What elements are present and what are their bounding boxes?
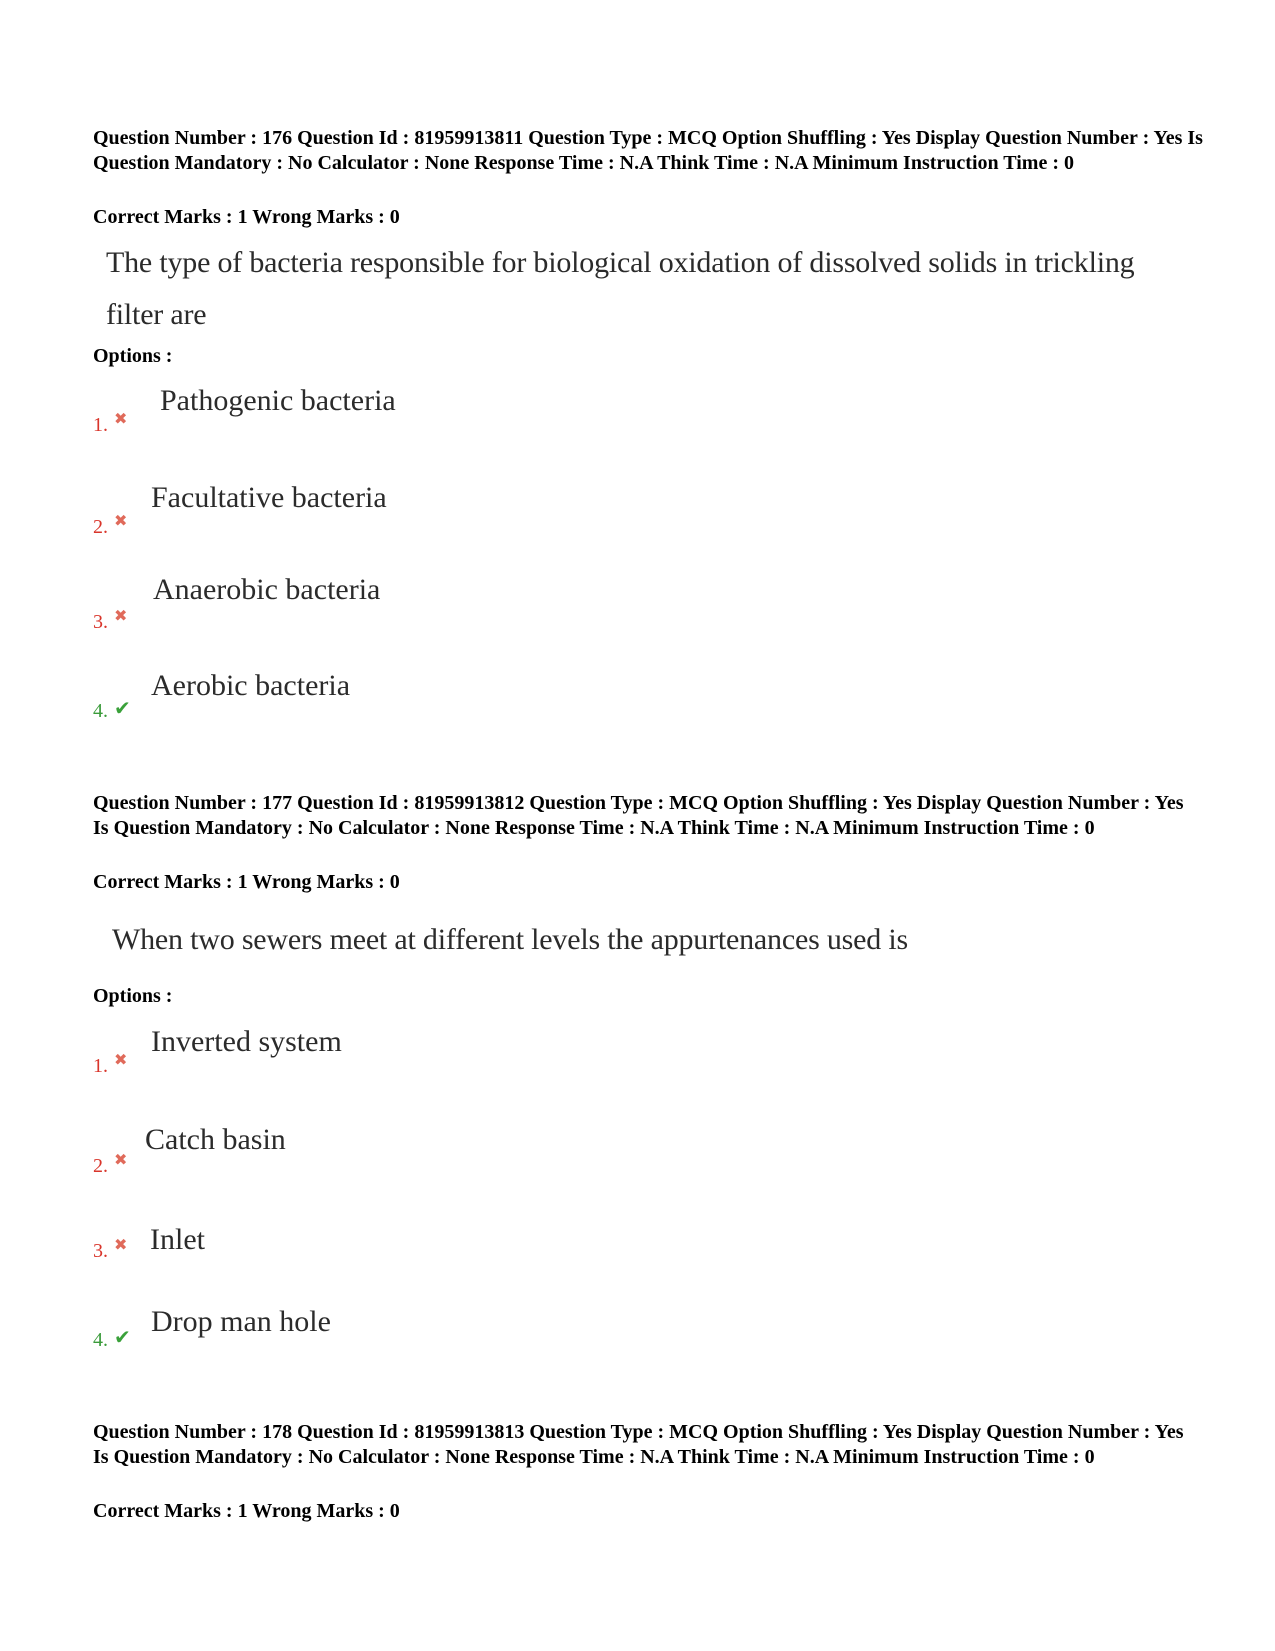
question-176-marks: Correct Marks : 1 Wrong Marks : 0 (93, 206, 400, 228)
q177-option-3-number: 3. (93, 1240, 108, 1262)
question-176-text-line2: filter are (106, 298, 207, 331)
q176-option-3-text: Anaerobic bacteria (153, 573, 381, 606)
q176-option-2 (93, 513, 128, 538)
question-176-meta: Question Number : 176 Question Id : 81959913811 Question Type : MCQ Option Shuffling : Yes Display Question Number : Yes Is Question Mandatory : No Calculator : None Response Time : N.A Think Time : N.A Minimum Instruction Time : 0 (93, 127, 1203, 174)
question-177-options-label: Options : (93, 985, 173, 1007)
q177-option-2-text: Catch basin (145, 1123, 286, 1156)
q176-option-4-number: 4. (93, 700, 108, 722)
check-icon: ✔ (114, 698, 131, 720)
q176-option-2-number: 2. (93, 516, 108, 538)
q177-option-1 (93, 1052, 128, 1077)
q177-option-4 (93, 1329, 131, 1351)
q177-option-1-number: 1. (93, 1055, 108, 1077)
question-176-options-label: Options : (93, 345, 173, 367)
q176-option-4 (93, 700, 131, 722)
q176-option-2-text: Facultative bacteria (151, 481, 387, 514)
q177-option-3 (93, 1237, 128, 1262)
question-178-marks: Correct Marks : 1 Wrong Marks : 0 (93, 1500, 400, 1522)
q176-option-3 (93, 608, 128, 633)
cross-icon: ✖ (114, 1237, 128, 1254)
question-177-marks: Correct Marks : 1 Wrong Marks : 0 (93, 871, 400, 893)
q177-option-2 (93, 1152, 128, 1177)
q177-option-2-number: 2. (93, 1155, 108, 1177)
question-178-meta: Question Number : 178 Question Id : 81959913813 Question Type : MCQ Option Shuffling : Yes Display Question Number : Yes Is Question Mandatory : No Calculator : None Response Time : N.A Think Time : N.A Minimum Instruction Time : 0 (93, 1421, 1184, 1468)
cross-icon: ✖ (114, 1152, 128, 1169)
q176-option-4-text: Aerobic bacteria (151, 669, 351, 702)
cross-icon: ✖ (114, 1052, 128, 1069)
question-176-text-line1: The type of bacteria responsible for biological oxidation of dissolved solids in trickling (106, 246, 1135, 279)
q177-option-4-text: Drop man hole (151, 1305, 331, 1338)
check-icon: ✔ (114, 1327, 131, 1349)
question-177-meta: Question Number : 177 Question Id : 81959913812 Question Type : MCQ Option Shuffling : Yes Display Question Number : Yes Is Question Mandatory : No Calculator : None Response Time : N.A Think Time : N.A Minimum Instruction Time : 0 (93, 792, 1184, 839)
q177-option-4-number: 4. (93, 1329, 108, 1351)
q176-option-3-number: 3. (93, 611, 108, 633)
cross-icon: ✖ (114, 411, 128, 428)
q177-option-1-text: Inverted system (151, 1025, 342, 1058)
cross-icon: ✖ (114, 513, 128, 530)
q177-option-3-text: Inlet (150, 1223, 205, 1256)
cross-icon: ✖ (114, 608, 128, 625)
question-177-text: When two sewers meet at different levels the appurtenances used is (112, 923, 908, 956)
q176-option-1-text: Pathogenic bacteria (160, 384, 396, 417)
q176-option-1 (93, 411, 128, 436)
q176-option-1-number: 1. (93, 414, 108, 436)
